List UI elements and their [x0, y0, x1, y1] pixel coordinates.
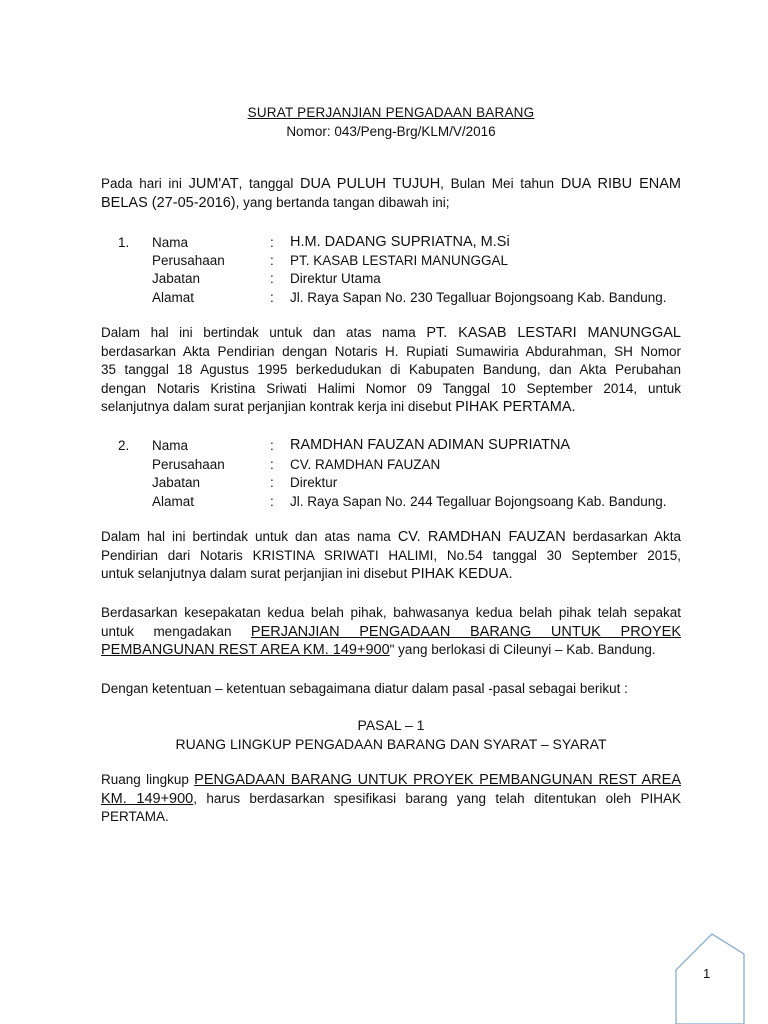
party-2-position-row [101, 473, 701, 492]
text-line: Dengan ketentuan – ketentuan sebagaimana diatur dalam pasal -pasal sebagai berikut : [101, 681, 628, 696]
field-label: Jabatan [152, 271, 201, 286]
party-title: PIHAK PERTAMA. [455, 399, 576, 415]
text-run: , tanggal [238, 176, 301, 191]
party-2-paragraph [101, 528, 681, 584]
party-1-name-row [101, 233, 701, 252]
field-colon: : [270, 290, 274, 305]
party-1-position-row [101, 269, 701, 288]
day-name: JUM'AT [188, 176, 239, 192]
project-km: KM. 149+900 [101, 790, 194, 807]
field-label: Nama [152, 235, 189, 250]
field-label: Jabatan [152, 475, 201, 490]
text-run: selanjutnya dalam surat perjanjian kontrak kerja ini disebut [101, 399, 456, 414]
pasal-1-heading: PASAL – 1 [357, 717, 425, 733]
text-line: PERTAMA. [101, 809, 169, 824]
project-title: PERJANJIAN PENGADAAN BARANG UNTUK PROYEK [250, 623, 681, 640]
text-run: Ruang lingkup [101, 772, 195, 787]
party-1-company-row [101, 251, 701, 270]
text-run: untuk selanjutnya dalam surat perjanjian ini disebut [101, 566, 411, 581]
document-title: SURAT PERJANJIAN PENGADAAN BARANG [247, 105, 535, 120]
agreement-paragraph [101, 604, 681, 660]
party-2-name: RAMDHAN FAUZAN ADIMAN SUPRIATNA [290, 437, 571, 453]
party-1-paragraph [101, 324, 681, 417]
text-run: " yang berlokasi di Cileunyi – Kab. Bandung. [389, 642, 656, 657]
text-line: berdasarkan Akta Pendirian dengan Notaris H. Rupiati Sumawiria Abdurahman, SH Nomor [101, 343, 681, 359]
text-run: berdasarkan Akta [565, 529, 681, 544]
field-label: Perusahaan [152, 457, 225, 472]
party-2-position: Direktur [290, 475, 338, 490]
party-2-name-row [101, 436, 701, 455]
project-title: PEMBANGUNAN REST AREA KM. 149+900 [101, 642, 390, 658]
field-colon: : [270, 438, 274, 453]
text-line: Berdasarkan kesepakatan kedua belah pihak, bahwasanya kedua belah pihak telah sepakat [101, 605, 681, 620]
party-2-address-row [101, 492, 701, 511]
text-line: 35 tanggal 18 Agustus 1995 berkedudukan di Kabupaten Bandung, dan Akta Perubahan [101, 362, 681, 377]
text-run: , Bulan Mei tahun [440, 176, 561, 191]
company-name: PT. KASAB LESTARI MANUNGGAL [426, 325, 681, 341]
party-1-address: Jl. Raya Sapan No. 230 Tegalluar Bojongsoang Kab. Bandung. [290, 290, 667, 305]
field-colon: : [270, 494, 274, 509]
field-label: Nama [152, 438, 189, 453]
party-1-company: PT. KASAB LESTARI MANUNGGAL [290, 253, 509, 268]
party-1-position: Direktur Utama [290, 271, 381, 286]
field-colon: : [270, 271, 274, 286]
field-label: Alamat [152, 494, 195, 509]
opening-paragraph [101, 175, 681, 212]
company-name: CV. RAMDHAN FAUZAN [397, 529, 566, 545]
field-colon: : [270, 235, 274, 250]
party-title: PIHAK KEDUA. [410, 566, 513, 582]
year-words-date: BELAS (27-05-2016) [101, 194, 236, 211]
document-header [0, 103, 768, 141]
party-number: 1. [118, 235, 130, 250]
date-words: DUA PULUH TUJUH [300, 176, 441, 192]
party-1-name: H.M. DADANG SUPRIATNA, M.Si [290, 234, 510, 250]
text-run: , harus berdasarkan spesifikasi barang yang telah ditentukan oleh PIHAK [193, 790, 681, 806]
text-line: Pendirian dari Notaris KRISTINA SRIWATI HALIMI, No.54 tanggal 30 September 2015, [101, 547, 681, 563]
field-colon: : [270, 475, 274, 490]
party-number: 2. [118, 438, 130, 453]
party-2-company-row [101, 455, 701, 474]
party-2-address: Jl. Raya Sapan No. 244 Tegalluar Bojongsoang Kab. Bandung. [290, 494, 667, 509]
text-run: Dalam hal ini bertindak untuk dan atas nama [101, 325, 427, 340]
text-run: Pada hari ini [101, 176, 189, 191]
field-colon: : [270, 253, 274, 268]
document-number: Nomor: 043/Peng-Brg/KLM/V/2016 [286, 124, 496, 139]
scope-paragraph [101, 771, 681, 827]
field-label: Alamat [152, 290, 195, 305]
provisions-intro [101, 680, 681, 699]
year-words: DUA RIBU ENAM [560, 176, 681, 192]
page-number: 1 [703, 966, 711, 981]
field-colon: : [270, 457, 274, 472]
field-label: Perusahaan [152, 253, 225, 268]
party-2-company: CV. RAMDHAN FAUZAN [290, 457, 441, 472]
party-1-address-row [101, 288, 701, 307]
text-run: , yang bertanda tangan dibawah ini; [235, 194, 450, 210]
text-line: dengan Notaris Kristina Sriwati Halimi Nomor 09 Tanggal 10 September 2014, untuk [101, 380, 681, 396]
pasal-1-subheading: RUANG LINGKUP PENGADAAN BARANG DAN SYARAT – SYARAT [175, 736, 607, 752]
text-run: Dalam hal ini bertindak untuk dan atas nama [101, 529, 398, 544]
project-title: PENGADAAN BARANG UNTUK PROYEK PEMBANGUNAN REST AREA [194, 772, 681, 788]
text-run: untuk mengadakan [101, 623, 251, 639]
